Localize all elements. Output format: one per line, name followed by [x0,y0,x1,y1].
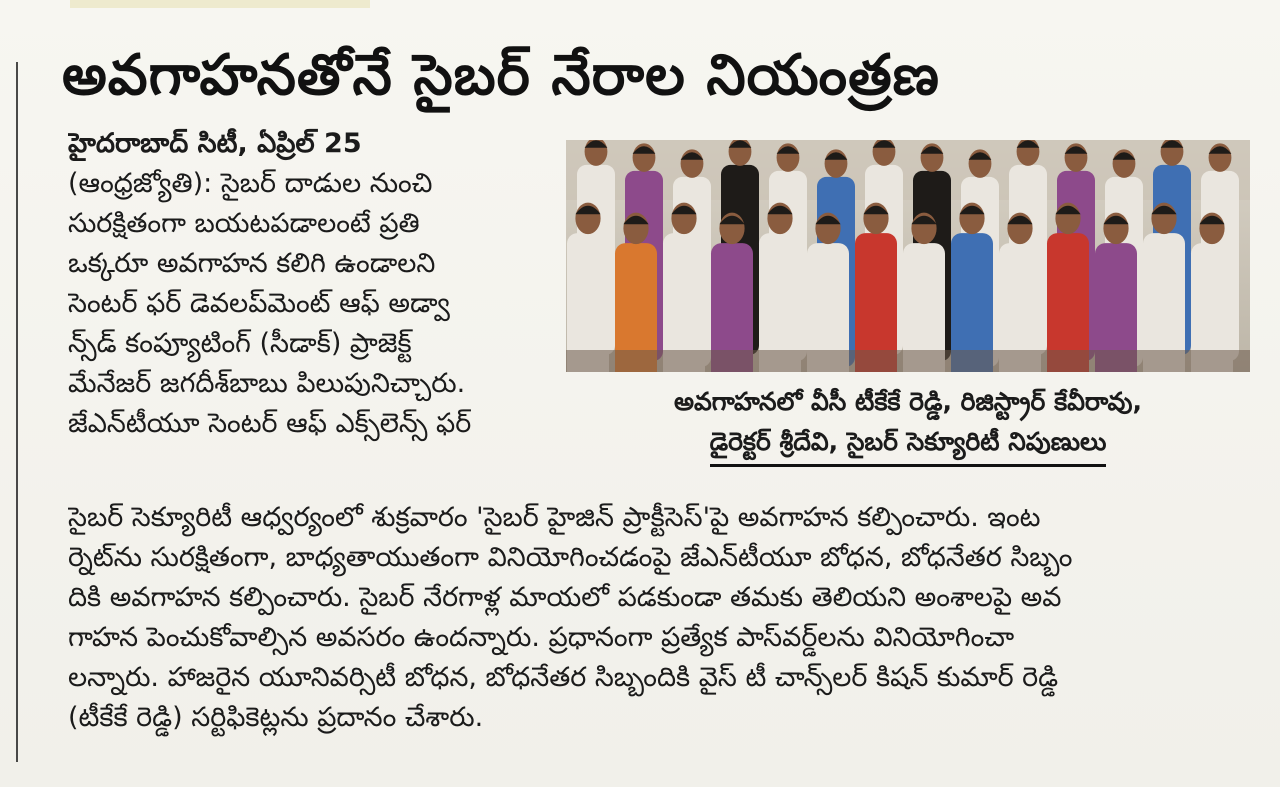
article-line: న్స్‌డ్ కంప్యూటింగ్ (సీడాక్) ప్రాజెక్ట్ [68,328,412,359]
caption-line-1: అవగాహనలో వీసీ టీకేకే రెడ్డి, రిజిస్ట్రార్ కేవీరావు, [673,387,1143,416]
body-line: లన్నారు. హాజరైన యూనివర్సిటీ బోధన, బోధనేతర సిబ్బందికి వైస్ టీ చాన్స్‌లర్ కిషన్ కుమార్ రెడ్డి [68,662,1059,693]
body-line: ర్నెట్‌ను సురక్షితంగా, బాధ్యతాయుతంగా వినియోగించడంపై జేఎన్‌టీయూ బోధన, బోధనేతర సిబ్బం [68,542,1073,573]
article-line: జేఎన్‌టీయూ సెంటర్ ఆఫ్ ఎక్స్‌లెన్స్ ఫర్ [68,408,472,439]
headline: అవగాహనతోనే సైబర్ నేరాల నియంత్రణ [62,43,940,108]
body-line: సైబర్ సెక్యూరిటీ ఆధ్వర్యంలో శుక్రవారం 'సైబర్ హైజిన్ ప్రాక్టీసెస్'పై అవగాహన కల్పించారు. ఇంట [68,502,1041,533]
body-line: గాహన పెంచుకోవాల్సిన అవసరం ఉందన్నారు. ప్రధానంగా ప్రత్యేక పాస్‌వర్డ్‌లను వినియోగించా [68,622,1015,653]
group-photo-image [566,140,1250,372]
caption-line-2: డైరెక్టర్ శ్రీదేవి, సైబర్ సెక్యూరిటీ నిపుణులు [710,422,1107,467]
article-line: సురక్షితంగా బయటపడాలంటే ప్రతి [68,208,420,239]
dateline: హైదరాబాద్ సిటీ, ఏప్రిల్ 25 [68,128,362,159]
group-photo [566,140,1250,372]
article-line: ఒక్కరూ అవగాహన కలిగి ఉండాలని [68,248,436,279]
article-line: మేనేజర్ జగదీశ్‌బాబు పిలుపునిచ్చారు. [68,368,466,399]
photo-caption [566,382,1250,467]
body-line: (టీకేకే రెడ్డి) సర్టిఫికెట్లను ప్రదానం చేశారు. [68,702,484,733]
article-body [68,498,1238,738]
article-line: సెంటర్ ఫర్ డెవలప్‌మెంట్ ఆఫ్ అడ్వా [68,288,450,319]
body-line: దికి అవగాహన కల్పించారు. సైబర్ నేరగాళ్ల మాయలో పడకుండా తమకు తెలియని అంశాలపై అవ [68,582,1062,613]
article-line: (ఆంధ్రజ్యోతి): సైబర్ దాడుల నుంచి [68,168,433,199]
column-rule [16,62,18,762]
article-column [68,124,548,444]
masthead-strip [70,0,370,8]
